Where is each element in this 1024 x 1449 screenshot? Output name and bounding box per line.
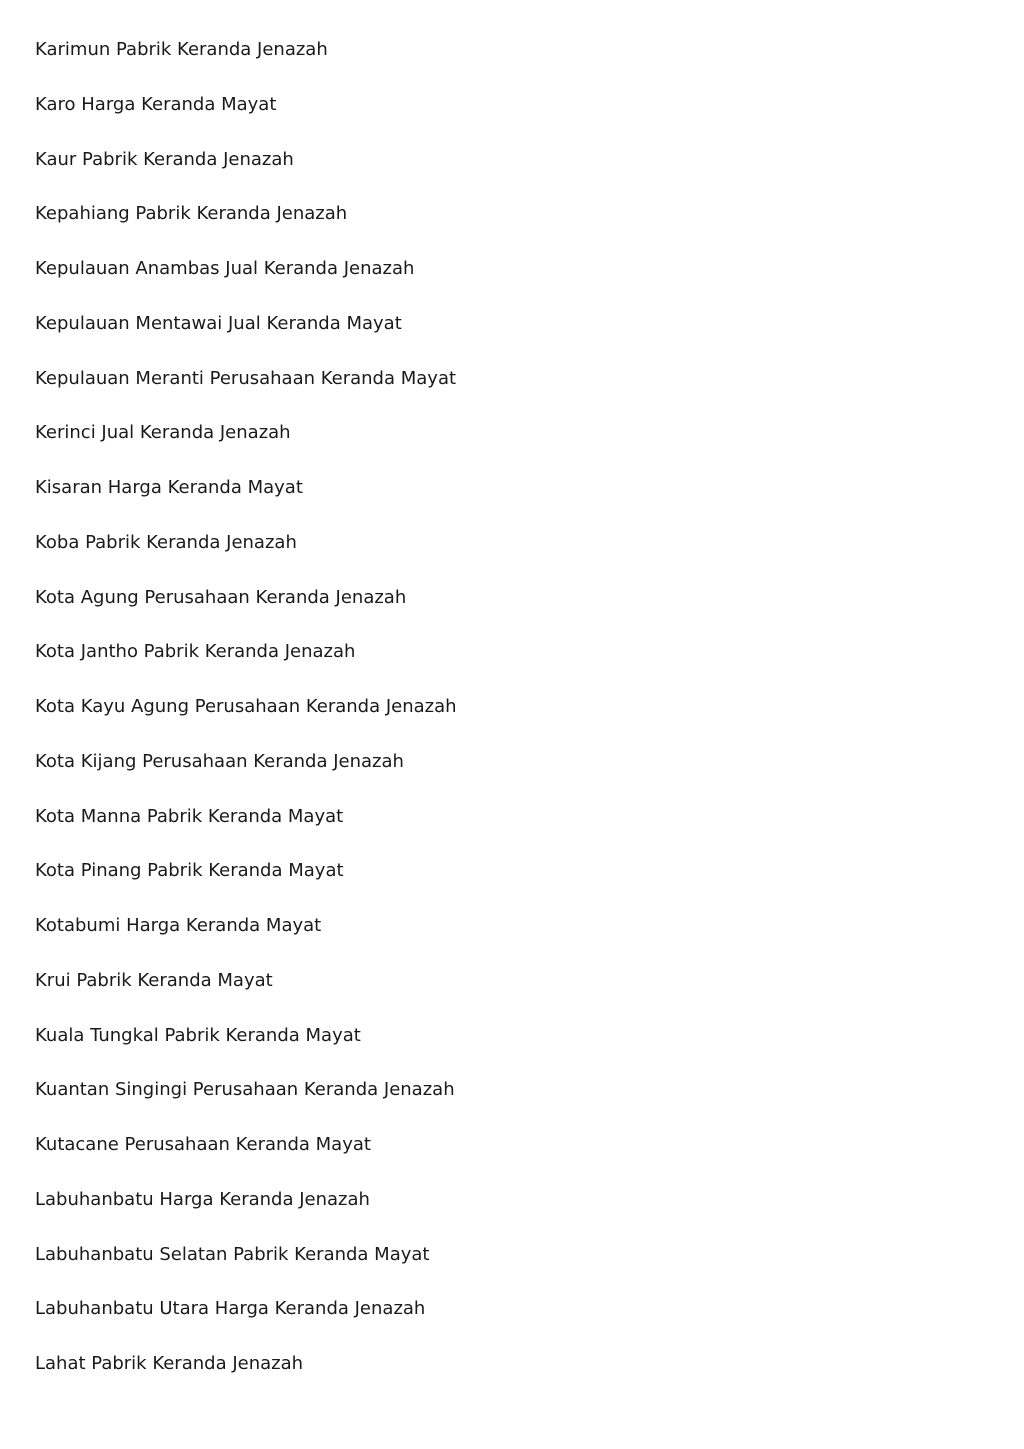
- list-item-link[interactable]: Kutacane Perusahaan Keranda Mayat: [35, 1134, 371, 1155]
- list-item-link[interactable]: Kepulauan Anambas Jual Keranda Jenazah: [35, 258, 415, 279]
- list-item-link[interactable]: Kepahiang Pabrik Keranda Jenazah: [35, 203, 348, 225]
- list-item-link[interactable]: Lahat Pabrik Keranda Jenazah: [35, 1353, 304, 1374]
- list-item-link[interactable]: Kota Pinang Pabrik Keranda Mayat: [35, 860, 344, 882]
- list-item-link[interactable]: Karo Harga Keranda Mayat: [35, 93, 277, 115]
- list-item: [35, 91, 457, 146]
- list-item-link[interactable]: Kota Manna Pabrik Keranda Mayat: [35, 805, 344, 827]
- list-item-link[interactable]: Kuala Tungkal Pabrik Keranda Mayat: [35, 1024, 361, 1046]
- list-item: [35, 1350, 457, 1405]
- list-item-link[interactable]: Kotabumi Harga Keranda Mayat: [35, 915, 322, 936]
- list-item: [35, 310, 457, 365]
- list-item-link[interactable]: Kuantan Singingi Perusahaan Keranda Jenazah: [35, 1079, 455, 1101]
- list-item: [35, 419, 457, 474]
- list-item-link[interactable]: Koba Pabrik Keranda Jenazah: [35, 531, 297, 553]
- list-item-link[interactable]: Kota Kijang Perusahaan Keranda Jenazah: [35, 750, 404, 772]
- list-item: [35, 638, 457, 693]
- list-item: [35, 748, 457, 803]
- list-item-link[interactable]: Kerinci Jual Keranda Jenazah: [35, 422, 291, 444]
- list-item-link[interactable]: Kota Jantho Pabrik Keranda Jenazah: [35, 641, 356, 663]
- list-item-link[interactable]: Kota Kayu Agung Perusahaan Keranda Jenazah: [35, 696, 457, 717]
- list-item-link[interactable]: Labuhanbatu Utara Harga Keranda Jenazah: [35, 1298, 426, 1320]
- list-item: [35, 255, 457, 310]
- list-item: [35, 857, 457, 912]
- list-item-link[interactable]: Kepulauan Mentawai Jual Keranda Mayat: [35, 312, 402, 334]
- list-item-link[interactable]: Kota Agung Perusahaan Keranda Jenazah: [35, 586, 407, 608]
- list-item: [35, 200, 457, 255]
- list-item: [35, 529, 457, 584]
- list-item: [35, 803, 457, 858]
- list-item-link[interactable]: Krui Pabrik Keranda Mayat: [35, 969, 273, 991]
- list-item-link[interactable]: Kisaran Harga Keranda Mayat: [35, 477, 303, 498]
- list-item-link[interactable]: Labuhanbatu Harga Keranda Jenazah: [35, 1188, 370, 1210]
- list-item: [35, 1131, 457, 1186]
- list-item: [35, 1076, 457, 1131]
- list-item: [35, 912, 457, 967]
- list-item: [35, 693, 457, 748]
- list-item-link[interactable]: Kepulauan Meranti Perusahaan Keranda Mayat: [35, 367, 457, 389]
- location-link-list: [35, 36, 457, 1405]
- list-item: [35, 36, 457, 91]
- list-item: [35, 365, 457, 420]
- list-item: [35, 967, 457, 1022]
- list-item: [35, 1022, 457, 1077]
- list-item: [35, 1295, 457, 1350]
- list-item: [35, 146, 457, 201]
- list-item: [35, 1241, 457, 1296]
- list-item: [35, 584, 457, 639]
- list-item: [35, 1186, 457, 1241]
- list-item-link[interactable]: Kaur Pabrik Keranda Jenazah: [35, 148, 294, 170]
- list-item: [35, 474, 457, 529]
- list-item-link[interactable]: Karimun Pabrik Keranda Jenazah: [35, 39, 328, 60]
- list-item-link[interactable]: Labuhanbatu Selatan Pabrik Keranda Mayat: [35, 1243, 430, 1265]
